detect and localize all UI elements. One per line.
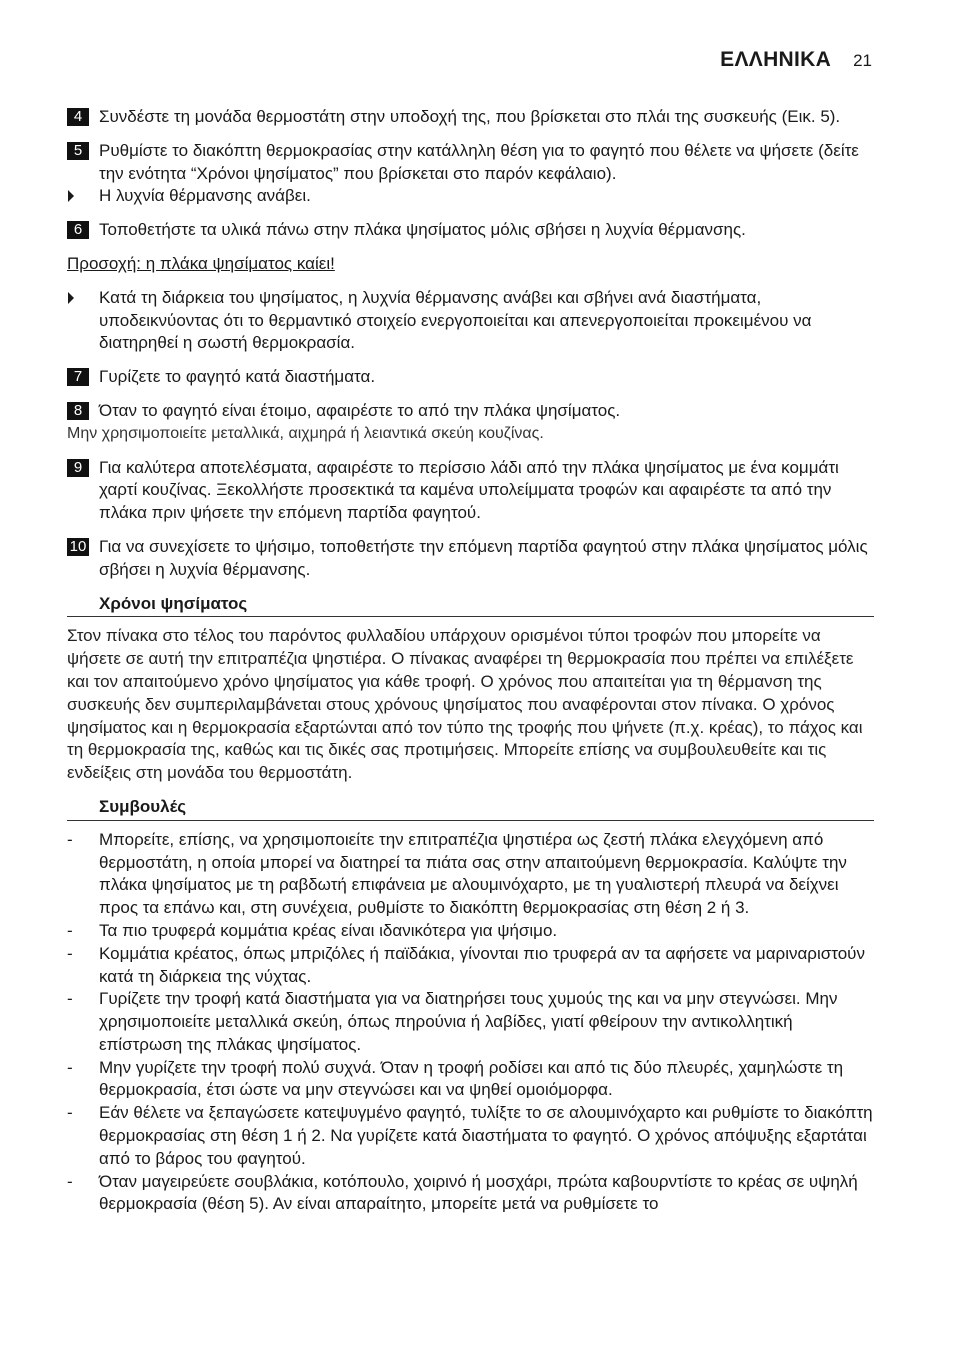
section-heading-times: Χρόνοι ψησίματος — [67, 593, 874, 618]
step-number: 9 — [67, 459, 89, 477]
page-number: 21 — [853, 51, 872, 70]
list-item-text: Μπορείτε, επίσης, να χρησιμοποιείτε την επιτραπέζια ψηστιέρα ως ζεστή πλάκα ελεγχόμενη από θερμοστάτη, η οποία μπορεί να διατηρεί τα πιάτα σας στην απαιτούμενη θερμοκρασία. Καλύψτε την πλάκα ψησίματος με τη ραβδωτή επιφάνεια με αλουμινόχαρτο, με τη γυαλιστερή πλευρά να δείχνει προς τα επάνω και, στη συνέχεια, ρυθμίστε το διακόπτη θερμοκρασίας στη θέση 2 ή 3. — [99, 829, 847, 918]
step-4 — [67, 106, 874, 129]
step-7 — [67, 366, 874, 389]
list-item — [67, 1171, 874, 1217]
list-item — [67, 988, 874, 1056]
step-number: 7 — [67, 368, 89, 386]
caution-text: Προσοχή: η πλάκα ψησίματος καίει! — [67, 253, 335, 273]
step-10 — [67, 536, 874, 582]
tips-list — [67, 829, 874, 1217]
dash-marker: - — [67, 1103, 73, 1123]
info-bullet — [67, 287, 874, 355]
page-content — [67, 106, 874, 1216]
step-8 — [67, 400, 874, 423]
dash-marker: - — [67, 943, 73, 963]
step-number: 10 — [67, 538, 89, 556]
dash-marker: - — [67, 1057, 73, 1077]
result-bullet — [67, 185, 874, 208]
step-6 — [67, 219, 874, 242]
step-number: 4 — [67, 108, 89, 126]
list-item-text: Όταν μαγειρεύετε σουβλάκια, κοτόπουλο, χοιρινό ή μοσχάρι, πρώτα καβουρντίστε το κρέας σε υψηλή θερμοκρασία (θέση 5). Αν είναι απαραίτητο, μπορείτε μετά να ρυθμίσετε το — [99, 1171, 858, 1214]
step-text: Γυρίζετε το φαγητό κατά διαστήματα. — [99, 367, 376, 387]
dash-marker: - — [67, 989, 73, 1009]
step-text: Ρυθμίστε το διακόπτη θερμοκρασίας στην κατάλληλη θέση για το φαγητό που θέλετε να ψήσετε (δείτε την ενότητα “Χρόνοι ψησίματος” που βρίσκεται στο παρόν κεφάλαιο). — [99, 140, 859, 183]
language-label: ΕΛΛΗΝΙΚΑ — [720, 48, 832, 71]
step-text: Όταν το φαγητό είναι έτοιμο, αφαιρέστε το από την πλάκα ψησίματος. — [99, 400, 621, 420]
step-text: Συνδέστε τη μονάδα θερμοστάτη στην υποδοχή της, που βρίσκεται στο πλάι της συσκευής (Εικ. 5). — [99, 107, 841, 126]
list-item-text: Τα πιο τρυφερά κομμάτια κρέας είναι ιδανικότερα για ψήσιμο. — [99, 920, 558, 940]
triangle-bullet-icon — [68, 292, 74, 304]
list-item — [67, 1102, 874, 1170]
list-item-text: Εάν θέλετε να ξεπαγώσετε κατεψυγμένο φαγητό, τυλίξτε το σε αλουμινόχαρτο και ρυθμίστε το διακόπτη θερμοκρασίας στη θέση 1 ή 2. Να γυρίζετε κατά διαστήματα το φαγητό. Ο χρόνος απόψυξης εξαρτάται από το βάρος του φαγητού. — [99, 1103, 873, 1168]
dash-marker: - — [67, 829, 73, 849]
caution-line — [67, 253, 874, 276]
list-item — [67, 1057, 874, 1103]
list-item-text: Μην γυρίζετε την τροφή πολύ συχνά. Όταν η τροφή ροδίσει και από τις δύο πλευρές, χαμηλώστε τη θερμοκρασία, έτσι ώστε να μην στεγνώσει και να ψηθεί ομοιόμορφα. — [99, 1057, 844, 1100]
step-number: 5 — [67, 142, 89, 160]
step-text: Για καλύτερα αποτελέσματα, αφαιρέστε το περίσσιο λάδι από την πλάκα ψησίματος με ένα κομμάτι χαρτί κουζίνας. Ξεκολλήστε προσεκτικά τα καμένα υπολείμματα τροφών και αφαιρέστε τα από την πλάκα πριν ψήσετε την επόμενη παρτίδα φαγητού. — [99, 457, 839, 523]
step-number: 8 — [67, 402, 89, 420]
list-item — [67, 943, 874, 989]
list-item — [67, 829, 874, 920]
list-item-text: Κομμάτια κρέατος, όπως μπριζόλες ή παϊδάκια, γίνονται πιο τρυφερά αν τα αφήσετε να μαριναριστούν κατά τη διάρκεια της νύχτας. — [99, 943, 865, 986]
step-text: Τοποθετήστε τα υλικά πάνω στην πλάκα ψησίματος μόλις σβήσει η λυχνία θέρμανσης. — [99, 220, 746, 240]
dash-marker: - — [67, 1171, 73, 1191]
bullet-text: Η λυχνία θέρμανσης ανάβει. — [99, 186, 311, 206]
triangle-bullet-icon — [68, 190, 74, 202]
list-item — [67, 920, 874, 943]
page-header — [720, 48, 872, 72]
step-number: 6 — [67, 221, 89, 239]
step-text: Για να συνεχίσετε το ψήσιμο, τοποθετήστε την επόμενη παρτίδα φαγητού στην πλάκα ψησίματος μόλις σβήσει η λυχνία θέρμανσης. — [99, 536, 868, 579]
bullet-text: Κατά τη διάρκεια του ψησίματος, η λυχνία θέρμανσης ανάβει και σβήνει ανά διαστήματα, υποδεικνύοντας ότι το θερμαντικό στοιχείο ενεργοποιείται και απενεργοποιείται προκειμένου να διατηρηθεί η σωστή θερμοκρασία. — [99, 287, 812, 353]
list-item-text: Γυρίζετε την τροφή κατά διαστήματα για να διατηρήσει τους χυμούς της και να μην στεγνώσει. Μην χρησιμοποιείτε μεταλλικά σκεύη, όπως πηρούνια ή λαβίδες, γιατί φθείρουν την αντικολλητική επίστρωση της πλάκας ψησίματος. — [99, 989, 838, 1054]
step-9 — [67, 457, 874, 525]
section-paragraph: Στον πίνακα στο τέλος του παρόντος φυλλαδίου υπάρχουν ορισμένοι τύποι τροφών που μπορείτε να ψήσετε σε αυτή την επιτραπέζια ψηστιέρα. Ο πίνακας αναφέρει τη θερμοκρασία που πρέπει να επιλέξετε και τον απαιτούμενο χρόνο ψησίματος για κάθε τροφή. Ο χρόνος που απαιτείται για τη θέρμανση της συσκευής δεν συμπεριλαμβάνεται στους χρόνους ψησίματος που αναφέρονται στον πίνακα. Ο χρόνος ψησίματος και η θερμοκρασία εξαρτώνται από τον τύπο της τροφής που ψήνετε (π.χ. κρέας), το πάχος και τη θερμοκρασία της, καθώς και τις δικές σας προτιμήσεις. Μπορείτε επίσης να συμβουλευθείτε και τις ενδείξεις στη μονάδα του θερμοστάτη. — [67, 626, 863, 783]
step-5 — [67, 140, 874, 186]
note-text: Μην χρησιμοποιείτε μεταλλικά, αιχμηρά ή λειαντικά σκεύη κουζίνας. — [67, 424, 544, 442]
section-heading-tips: Συμβουλές — [67, 796, 874, 821]
dash-marker: - — [67, 920, 73, 940]
